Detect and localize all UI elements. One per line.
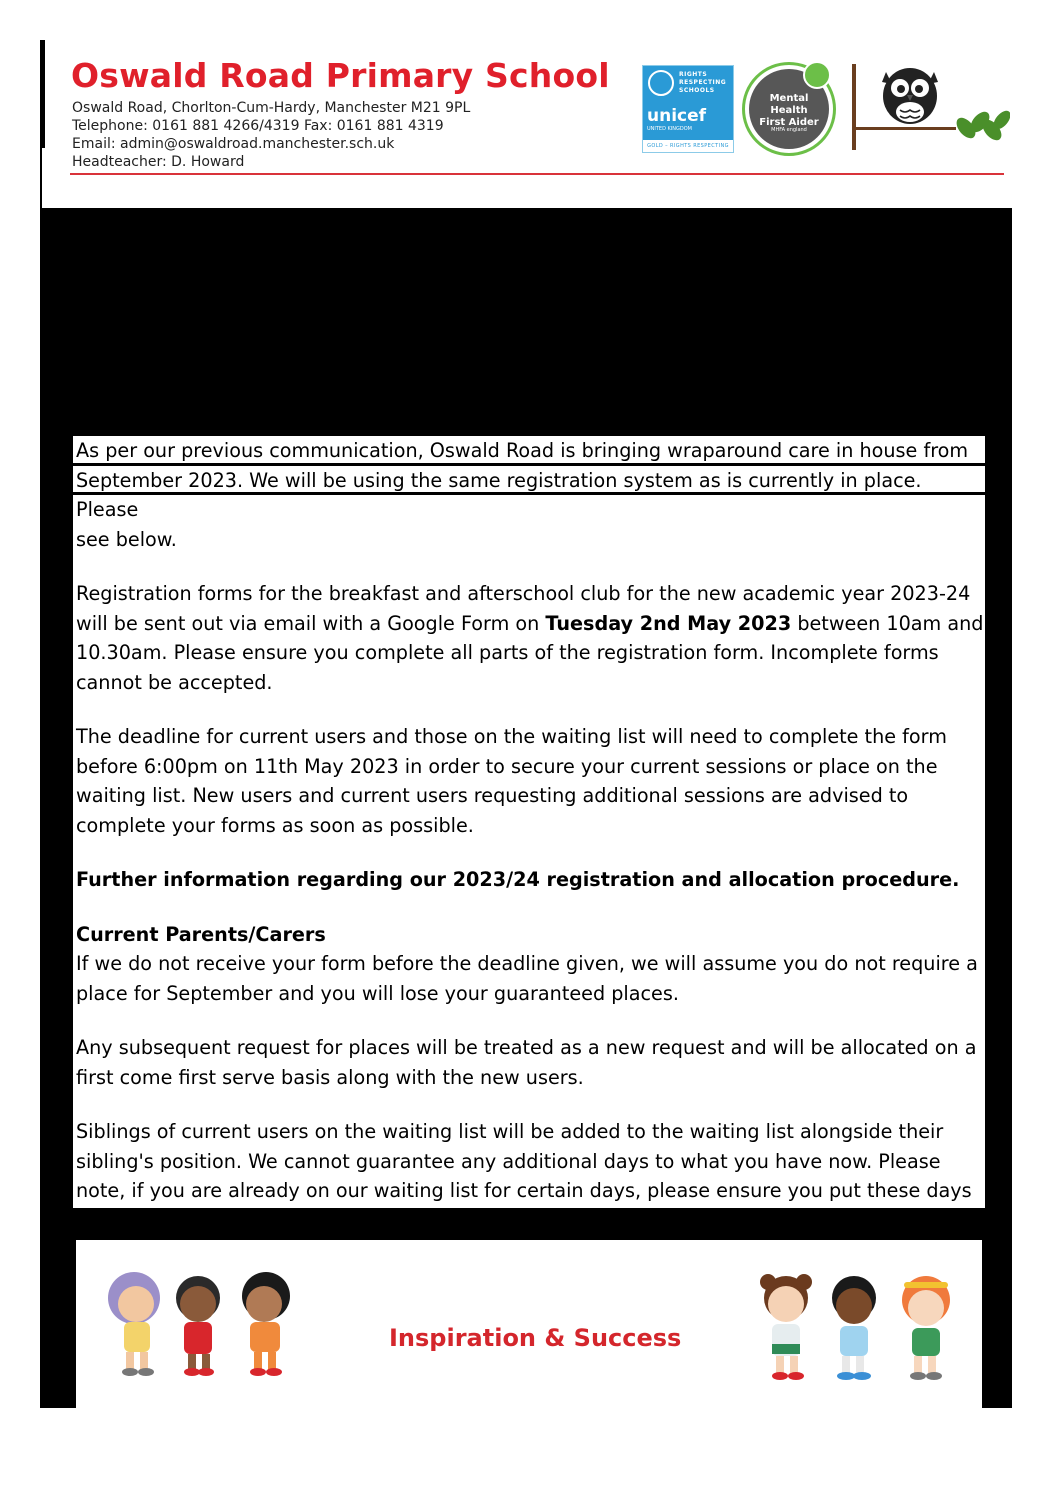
- para2-end: between 10am and 10.30am. Please ensure you complete all parts of the registration form. Incomplete forms cannot be accepted.: [76, 611, 984, 694]
- school-telephone: Telephone: 0161 881 4266/4319 Fax: 0161 881 4319: [72, 118, 444, 134]
- unicef-rrs-text: RIGHTS RESPECTING SCHOOLS: [679, 71, 727, 94]
- letter-body: [76, 436, 988, 1260]
- para-registration: [76, 579, 988, 697]
- current-parents-heading: Current Parents/Carers: [76, 922, 326, 946]
- para1-line3: see below.: [76, 527, 177, 551]
- headteacher: Headteacher: D. Howard: [72, 154, 245, 170]
- left-margin-rule: [40, 40, 45, 148]
- unicef-wordmark: unicef: [647, 106, 707, 126]
- para1-line1: As per our previous communication, Oswald Road is bringing wraparound care in house from: [76, 439, 969, 462]
- owl-post: [852, 64, 856, 150]
- mhfa-badge-icon: [803, 61, 831, 89]
- children-group-right-icon: [750, 1268, 966, 1386]
- text-underline-rule: [73, 463, 985, 466]
- unicef-globe-icon: [648, 70, 674, 96]
- school-address: Oswald Road, Chorlton-Cum-Hardy, Manchester M21 9PL: [72, 100, 471, 116]
- mhfa-org: MHFA england: [771, 127, 807, 133]
- header-divider: [70, 173, 1004, 175]
- school-name: Oswald Road Primary School: [71, 56, 610, 95]
- para-lose-places: If we do not receive your form before the deadline given, we will assume you do not require a place for September and you will lose your guaranteed places.: [76, 952, 978, 1005]
- para-deadline: The deadline for current users and those on the waiting list will need to complete the form before 6:00pm on 11th May 2023 in order to secure your current sessions or place on the waiting list. New users and current users requesting additional sessions are advised to complete your forms as soon as possible.: [76, 725, 947, 837]
- unicef-country: UNITED KINGDOM: [647, 126, 692, 132]
- para2-start: Registration forms for the breakfast and afterschool club for the new academic year 2023-24 will be sent out via email with a Google Form on: [76, 582, 971, 635]
- further-info-heading: Further information regarding our 2023/24 registration and allocation procedure.: [76, 868, 960, 891]
- mental-health-first-aider-logo: [742, 62, 836, 156]
- mhfa-title: Mental Health First Aider: [759, 93, 819, 128]
- para-subsequent: Any subsequent request for places will be treated as a new request and will be allocated on a first come first serve basis along with the new users.: [76, 1036, 977, 1089]
- school-motto: Inspiration & Success: [389, 1324, 682, 1352]
- owl-on-branch-icon: [870, 64, 1010, 144]
- children-group-left-icon: [98, 1268, 310, 1380]
- para-siblings: Siblings of current users on the waiting list will be added to the waiting list alongside their sibling's position. We cannot guarantee any additional days to what you have now. Please note, if you are already on our waiting list for certain days, please ensure you put these days on your new form or you will be removed from the waiting list. Some parents have been: [76, 1120, 972, 1232]
- registration-date: Tuesday 2nd May 2023: [545, 611, 792, 635]
- unicef-level: GOLD – RIGHTS RESPECTING: [643, 140, 733, 152]
- left-margin-rule-thin: [40, 148, 42, 208]
- unicef-rights-respecting-logo: [642, 65, 734, 153]
- para1-line2: September 2023. We will be using the same registration system as is currently in place. Please: [76, 468, 922, 521]
- text-underline-rule: [73, 492, 985, 495]
- school-contact-block: [72, 99, 470, 171]
- school-email: Email: admin@oswaldroad.manchester.sch.uk: [72, 136, 395, 152]
